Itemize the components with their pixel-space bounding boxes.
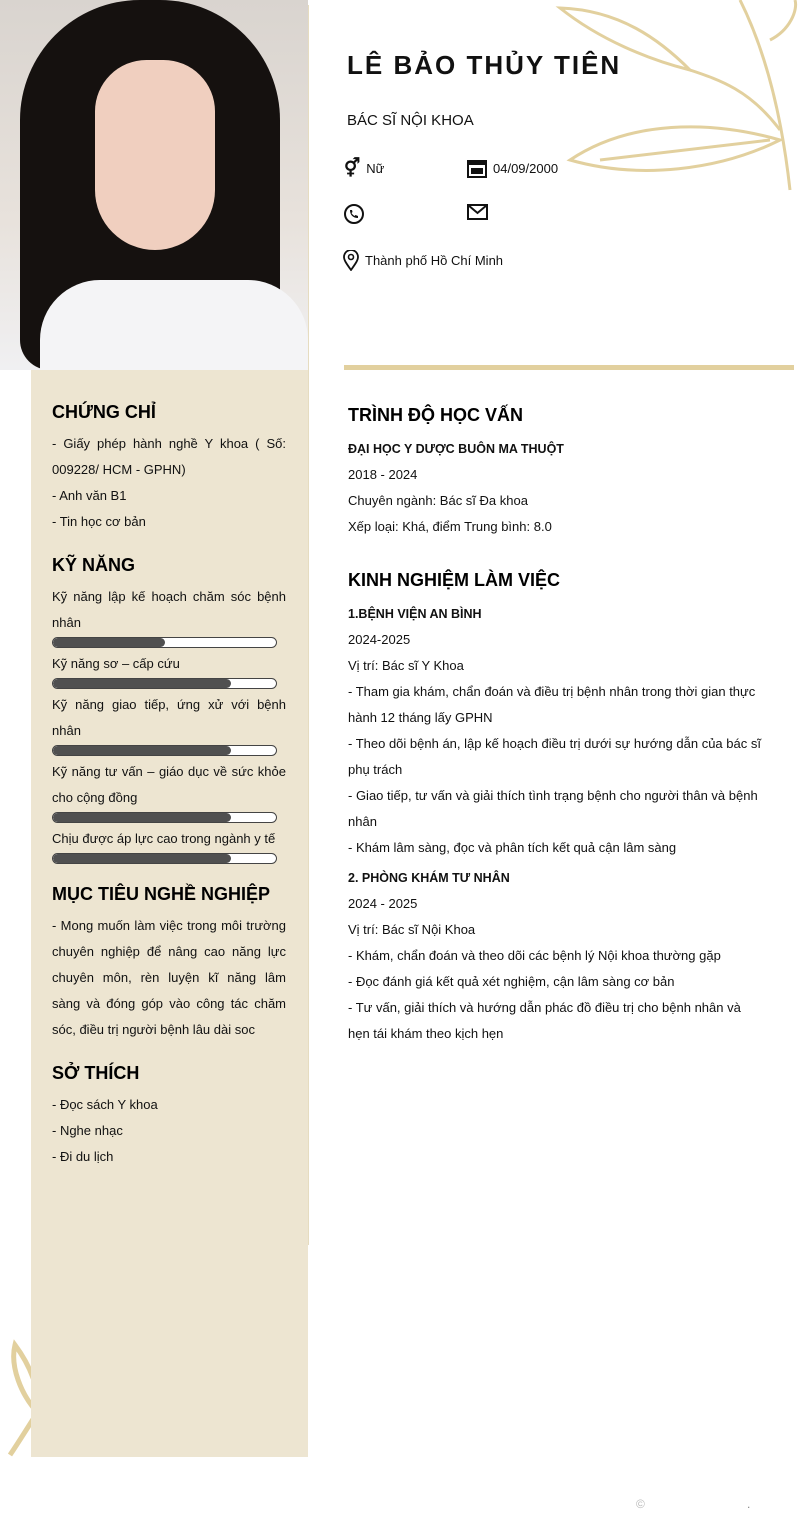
education-major: Chuyên ngành: Bác sĩ Đa khoa bbox=[348, 493, 528, 508]
job-years: 2024 - 2025 bbox=[348, 896, 418, 911]
job-position: Vị trí: Bác sĩ Nội Khoa bbox=[348, 922, 476, 937]
sidebar bbox=[31, 370, 308, 1457]
skill-label: Kỹ năng giao tiếp, ứng xử với bệnh nhân bbox=[52, 697, 286, 738]
job-duty: - Tư vấn, giải thích và hướng dẫn phác đồ điều trị cho bệnh nhân và hẹn tái khám theo kịch hẹn bbox=[348, 1000, 741, 1041]
gender-icon: ⚥ bbox=[344, 158, 361, 178]
objective-text: - Mong muốn làm việc trong môi trường chuyên nghiệp để nâng cao năng lực chuyên môn, rèn luyện kĩ năng lâm sàng và đóng góp vào công tác chăm sóc, điều trị người bệnh lâu dài soc bbox=[52, 918, 286, 1037]
skill-progress-bar bbox=[52, 812, 277, 823]
certificates-heading: CHỨNG CHỈ bbox=[52, 402, 156, 422]
job-company: 1.BỆNH VIỆN AN BÌNH bbox=[348, 607, 482, 621]
certificate-item: - Anh văn B1 bbox=[52, 488, 127, 503]
skill-item bbox=[52, 584, 286, 648]
address-info bbox=[343, 250, 503, 271]
gender-value: Nữ bbox=[366, 161, 385, 176]
location-pin-icon bbox=[343, 250, 359, 271]
education-years: 2018 - 2024 bbox=[348, 467, 418, 482]
skill-item bbox=[52, 651, 286, 689]
skill-label: Kỹ năng sơ – cấp cứu bbox=[52, 656, 180, 671]
skill-item bbox=[52, 759, 286, 823]
skill-progress-bar bbox=[52, 853, 277, 864]
footer-dot: . bbox=[747, 1497, 751, 1511]
phone-icon[interactable] bbox=[343, 203, 365, 225]
job-duty: - Giao tiếp, tư vấn và giải thích tình trạng bệnh cho người thân và bệnh nhân bbox=[348, 788, 758, 829]
hobby-item: - Nghe nhạc bbox=[52, 1123, 123, 1138]
job-company: 2. PHÒNG KHÁM TƯ NHÂN bbox=[348, 871, 510, 885]
education-grade: Xếp loại: Khá, điểm Trung bình: 8.0 bbox=[348, 519, 552, 534]
profile-photo bbox=[0, 0, 308, 370]
skill-progress-bar bbox=[52, 637, 277, 648]
skill-progress-fill bbox=[53, 854, 231, 863]
skill-item bbox=[52, 692, 286, 756]
copyright-mark: © bbox=[636, 1497, 645, 1511]
hobby-item: - Đọc sách Y khoa bbox=[52, 1097, 158, 1112]
birthdate-info bbox=[467, 158, 558, 178]
leaf-decoration-top bbox=[540, 0, 800, 200]
skills-list bbox=[52, 584, 286, 864]
skill-progress-fill bbox=[53, 638, 165, 647]
birthdate-value: 04/09/2000 bbox=[493, 160, 559, 176]
experience-heading: KINH NGHIỆM LÀM VIỆC bbox=[348, 570, 561, 590]
skill-progress-fill bbox=[53, 679, 231, 688]
education-heading: TRÌNH ĐỘ HỌC VẤN bbox=[348, 405, 523, 425]
skill-label: Chịu được áp lực cao trong ngành y tế bbox=[52, 831, 276, 846]
address-value: Thành phố Hồ Chí Minh bbox=[365, 253, 504, 268]
job-duty: - Khám lâm sàng, đọc và phân tích kết quả cận lâm sàng bbox=[348, 840, 677, 855]
skill-progress-fill bbox=[53, 813, 231, 822]
skill-progress-bar bbox=[52, 678, 277, 689]
job-years: 2024-2025 bbox=[348, 632, 411, 647]
calendar-icon bbox=[467, 158, 487, 178]
school-name: ĐẠI HỌC Y DƯỢC BUÔN MA THUỘT bbox=[348, 442, 564, 456]
certificate-item: - Tin học cơ bản bbox=[52, 514, 146, 529]
email-icon[interactable] bbox=[467, 204, 488, 220]
hobby-item: - Đi du lịch bbox=[52, 1149, 114, 1164]
gold-divider bbox=[344, 365, 794, 370]
skill-progress-bar bbox=[52, 745, 277, 756]
skill-label: Kỹ năng tư vấn – giáo dục về sức khỏe cho cộng đồng bbox=[52, 764, 286, 805]
objective-heading: MỤC TIÊU NGHỀ NGHIỆP bbox=[52, 884, 271, 904]
job-duty: - Đọc đánh giá kết quả xét nghiệm, cận lâm sàng cơ bản bbox=[348, 974, 675, 989]
job-title: BÁC SĨ NỘI KHOA bbox=[347, 112, 474, 129]
experience-list bbox=[348, 601, 763, 1047]
job-duty: - Khám, chẩn đoán và theo dõi các bệnh lý Nội khoa thường gặp bbox=[348, 948, 721, 963]
job-entry bbox=[348, 865, 763, 1047]
main-content bbox=[348, 405, 763, 1051]
job-entry bbox=[348, 601, 763, 861]
job-duty: - Theo dõi bệnh án, lập kế hoạch điều trị dưới sự hướng dẫn của bác sĩ phụ trách bbox=[348, 736, 761, 777]
skill-progress-fill bbox=[53, 746, 231, 755]
skill-label: Kỹ năng lập kế hoạch chăm sóc bệnh nhân bbox=[52, 589, 286, 630]
certificate-item: - Giấy phép hành nghề Y khoa ( Số: 009228/ HCM - GPHN) bbox=[52, 436, 286, 477]
skill-item bbox=[52, 826, 286, 864]
candidate-name: LÊ BẢO THỦY TIÊN bbox=[347, 50, 622, 80]
divider bbox=[308, 5, 309, 1245]
skills-heading: KỸ NĂNG bbox=[52, 555, 136, 575]
gender-info bbox=[344, 158, 384, 179]
job-duty: - Tham gia khám, chẩn đoán và điều trị bệnh nhân trong thời gian thực hành 12 tháng lấy GPHN bbox=[348, 684, 756, 725]
job-position: Vị trí: Bác sĩ Y Khoa bbox=[348, 658, 464, 673]
hobbies-heading: SỞ THÍCH bbox=[52, 1063, 140, 1083]
